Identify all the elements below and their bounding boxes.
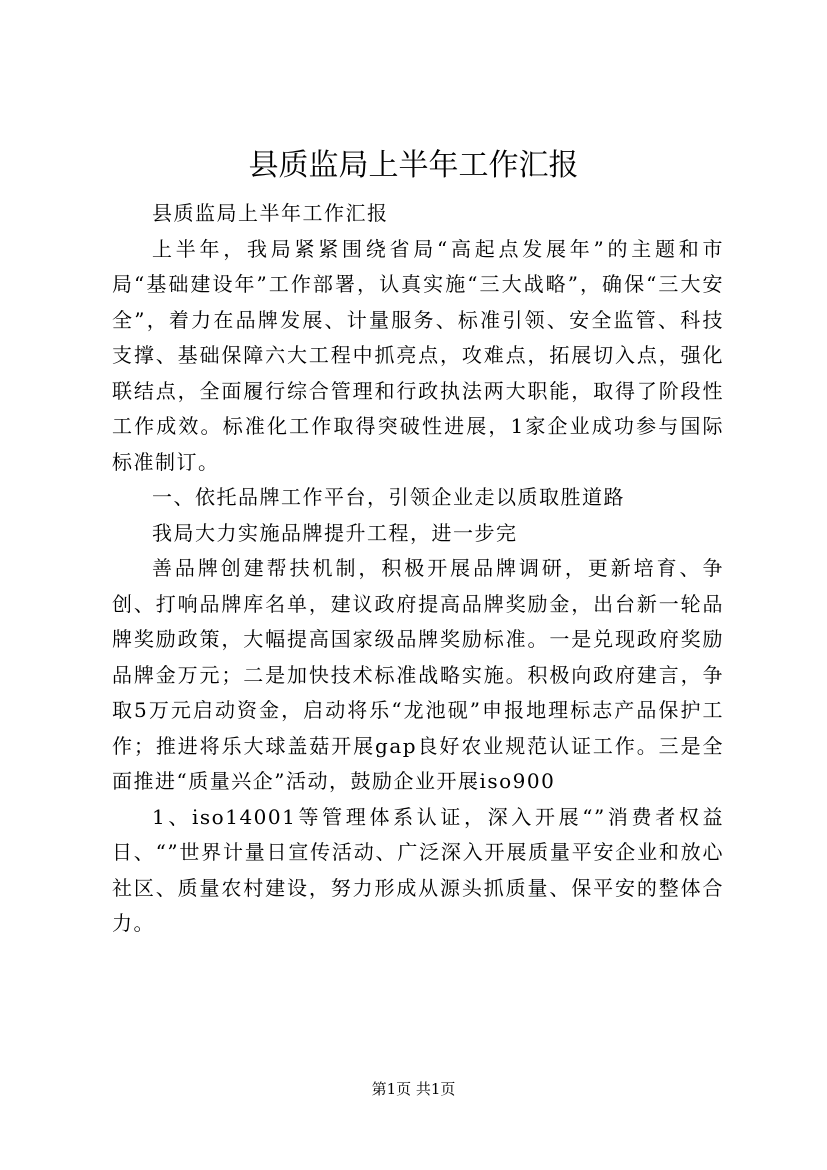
document-title: 县质监局上半年工作汇报 (248, 148, 579, 183)
document-body (112, 196, 724, 942)
page-number-footer: 第1页 共1页 (371, 1080, 456, 1098)
paragraph-section-heading: 一、依托品牌工作平台，引领企业走以质取胜道路 (152, 485, 625, 509)
paragraph-subtitle: 县质监局上半年工作汇报 (152, 201, 389, 225)
paragraph-intro: 上半年，我局紧紧围绕省局“高起点发展年”的主题和市局“基础建设年”工作部署，认真实施“三大战略”，确保“三大安全”，着力在品牌发展、计量服务、标准引领、安全监管、科技支撑、基础保障六大工程中抓亮点，攻难点，拓展切入点，强化联结点，全面履行综合管理和行政执法两大职能，取得了阶段性工作成效。标准化工作取得突破性进展，1家企业成功参与国际标准制订。 (112, 236, 724, 474)
paragraph-brand-work: 善品牌创建帮扶机制，积极开展品牌调研，更新培育、争创、打响品牌库名单，建议政府提高品牌奖励金，出台新一轮品牌奖励政策，大幅提高国家级品牌奖励标准。一是兑现政府奖励品牌金万元；二是加快技术标准战略实施。积极向政府建言，争取5万元启动资金，启动将乐“龙池砚”申报地理标志产品保护工作；推进将乐大球盖菇开展gap良好农业规范认证工作。三是全面推进“质量兴企”活动，鼓励企业开展iso900 (112, 556, 724, 793)
paragraph-certification: 1、iso14001等管理体系认证，深入开展“”消费者权益日、“”世界计量日宣传活动、广泛深入开展质量平安企业和放心社区、质量农村建设，努力形成从源头抓质量、保平安的整体合力。 (112, 804, 724, 935)
paragraph-section-lead: 我局大力实施品牌提升工程，进一步完 (152, 520, 518, 545)
